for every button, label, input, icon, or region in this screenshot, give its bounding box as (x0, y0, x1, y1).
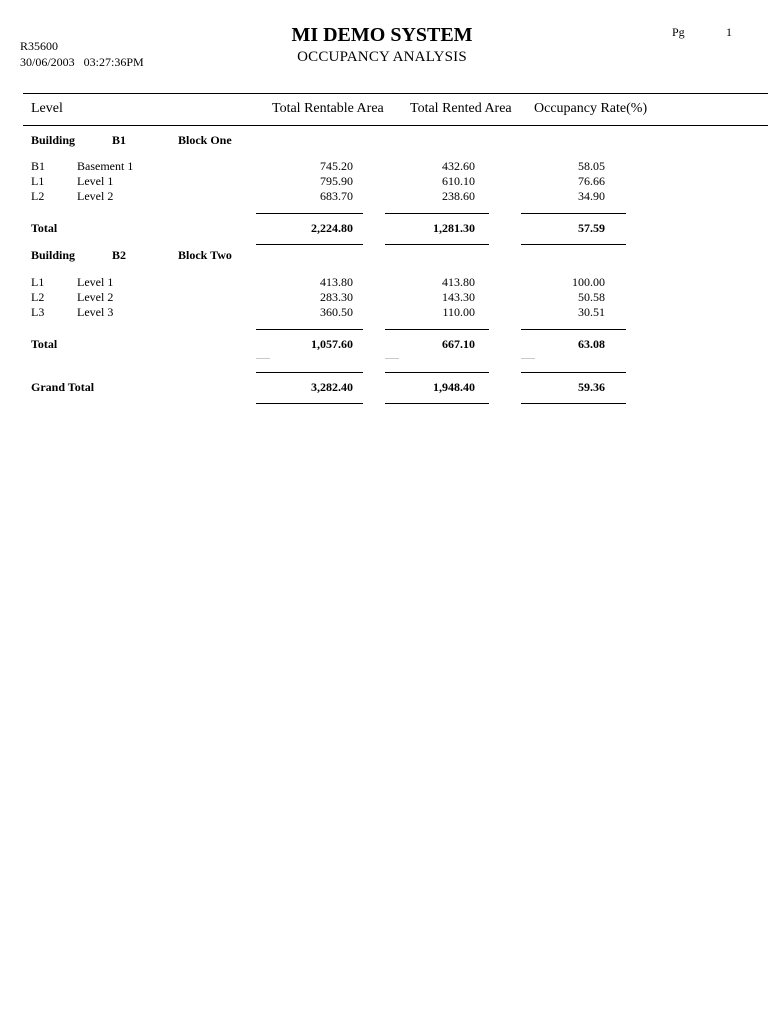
total-rule (256, 244, 363, 245)
grand-total-top-rule (521, 372, 626, 373)
total-label: Total (31, 337, 58, 351)
row-rentable: 745.20 (320, 159, 353, 173)
row-code: B1 (31, 159, 46, 173)
row-name: Level 1 (77, 174, 114, 188)
subtotal-rule (385, 329, 489, 330)
subtotal-rule (521, 329, 626, 330)
row-rentable: 283.30 (320, 290, 353, 304)
grand-total-top-rule (256, 372, 363, 373)
group-code: B2 (112, 248, 127, 262)
report-time: 03:27:36PM (83, 55, 144, 69)
total-rule (385, 244, 489, 245)
total-rate: 57.59 (578, 221, 605, 235)
row-rented: 110.00 (442, 305, 475, 319)
row-rentable: 413.80 (320, 275, 353, 289)
row-rented: 610.10 (442, 174, 475, 188)
row-rented: 413.80 (442, 275, 475, 289)
row-rate: 50.58 (578, 290, 605, 304)
row-rented: 238.60 (442, 189, 475, 203)
row-code: L3 (31, 305, 45, 319)
group-label: Building (31, 248, 76, 262)
grand-total-bottom-rule (385, 403, 489, 404)
total-rate: 63.08 (578, 337, 605, 351)
group-code: B1 (112, 133, 127, 147)
subtotal-rule (256, 213, 363, 214)
row-rate: 100.00 (572, 275, 605, 289)
group-label: Building (31, 133, 76, 147)
grand-total-rate: 59.36 (578, 380, 605, 394)
faint-rule (256, 358, 270, 359)
row-name: Level 1 (77, 275, 114, 289)
report-id: R35600 (20, 39, 59, 53)
row-rented: 432.60 (442, 159, 475, 173)
subtotal-rule (256, 329, 363, 330)
row-name: Level 2 (77, 290, 114, 304)
row-name: Level 2 (77, 189, 114, 203)
row-rentable: 683.70 (320, 189, 353, 203)
header-top-rule (23, 93, 768, 94)
grand-total-rentable: 3,282.40 (311, 380, 353, 394)
row-rate: 76.66 (578, 174, 605, 188)
row-rate: 34.90 (578, 189, 605, 203)
faint-rule (521, 358, 535, 359)
column-header-rented: Total Rented Area (410, 101, 512, 116)
total-rented: 667.10 (442, 337, 475, 351)
report-subtitle: OCCUPANCY ANALYSIS (297, 49, 467, 65)
group-name: Block One (178, 133, 232, 147)
grand-total-bottom-rule (521, 403, 626, 404)
row-code: L1 (31, 174, 45, 188)
row-name: Basement 1 (77, 159, 134, 173)
row-code: L2 (31, 189, 45, 203)
grand-total-rented: 1,948.40 (433, 380, 475, 394)
subtotal-rule (385, 213, 489, 214)
faint-rule (385, 358, 399, 359)
row-rented: 143.30 (442, 290, 475, 304)
total-rented: 1,281.30 (433, 221, 475, 235)
grand-total-bottom-rule (256, 403, 363, 404)
row-rentable: 795.90 (320, 174, 353, 188)
row-code: L2 (31, 290, 45, 304)
subtotal-rule (521, 213, 626, 214)
group-name: Block Two (178, 248, 232, 262)
row-rentable: 360.50 (320, 305, 353, 319)
column-header-level: Level (31, 101, 63, 116)
row-rate: 58.05 (578, 159, 605, 173)
page-number: 1 (726, 25, 732, 39)
report-date: 30/06/2003 (20, 55, 75, 69)
total-rentable: 1,057.60 (311, 337, 353, 351)
row-name: Level 3 (77, 305, 114, 319)
total-rule (521, 244, 626, 245)
page-label: Pg (672, 25, 685, 39)
column-header-rate: Occupancy Rate(%) (534, 101, 648, 116)
total-label: Total (31, 221, 58, 235)
total-rentable: 2,224.80 (311, 221, 353, 235)
column-header-rentable: Total Rentable Area (272, 101, 384, 116)
row-rate: 30.51 (578, 305, 605, 319)
row-code: L1 (31, 275, 45, 289)
grand-total-top-rule (385, 372, 489, 373)
header-bottom-rule (23, 125, 768, 126)
grand-total-label: Grand Total (31, 380, 95, 394)
report-title: MI DEMO SYSTEM (291, 24, 473, 46)
